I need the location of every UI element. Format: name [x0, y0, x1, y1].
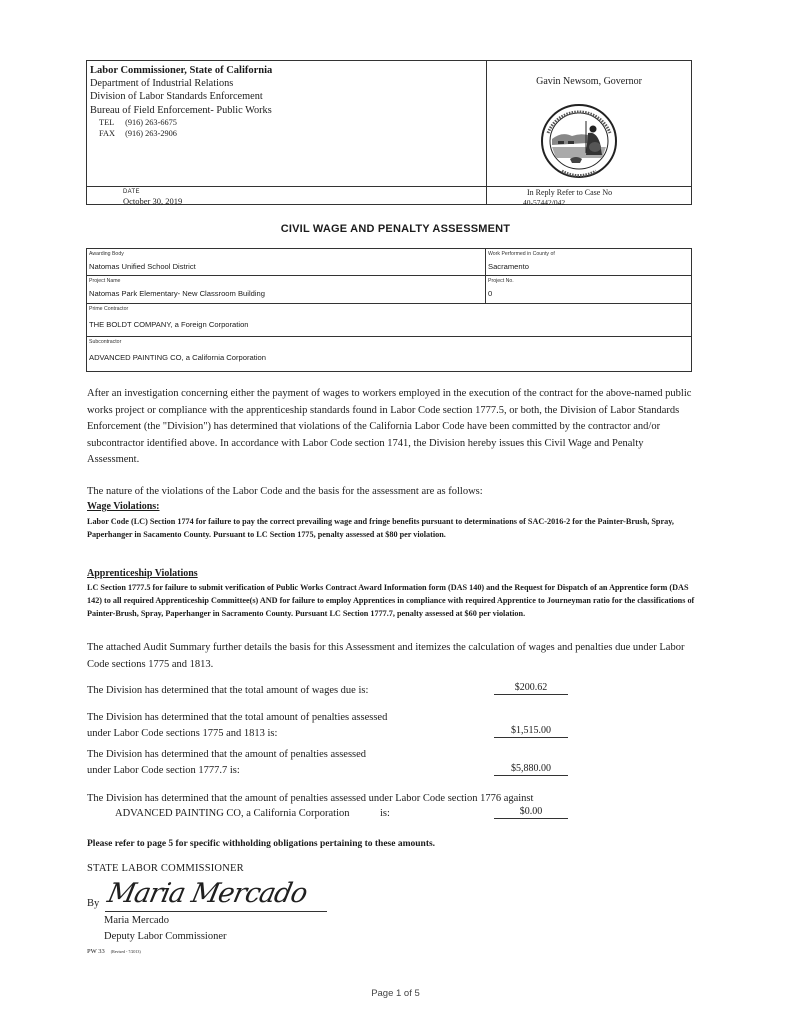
project-no-label: Project No. — [488, 278, 514, 284]
project-name-label: Project Name — [89, 278, 121, 284]
row-project — [87, 276, 691, 304]
subcontractor-value: ADVANCED PAINTING CO, a California Corporation — [89, 353, 266, 362]
signer-position: Deputy Labor Commissioner — [104, 931, 227, 942]
document-title: CIVIL WAGE AND PENALTY ASSESSMENT — [280, 223, 511, 235]
row-subcontractor — [87, 337, 691, 371]
signatory-title: STATE LABOR COMMISSIONER — [87, 863, 244, 874]
row-awarding-body — [87, 249, 691, 276]
agency-block — [87, 61, 487, 204]
penalties-1776-amount: $0.00 — [494, 806, 568, 819]
agency-fax: FAX (916) 263-2906 — [99, 129, 177, 139]
agency-tel: TEL (916) 263-6675 — [99, 117, 177, 127]
penalties-1776-party: ADVANCED PAINTING CO, a California Corporation — [115, 808, 350, 819]
penalties-1777-amount: $5,880.00 — [494, 763, 568, 776]
nature-paragraph: The nature of the violations of the Labor Code and the basis for the assessment are as follows: — [87, 486, 483, 497]
project-name-cell — [87, 276, 485, 303]
signature-line — [105, 911, 327, 912]
intro-paragraph: After an investigation concerning either the payment of wages to workers employed in the execution of the contract for the above-named public works project or compliance with the apprenticeship standards found in Labor Code section 1777.5, or both, the Division of Labor Standards Enforcement (the "Division") has determined that violations of the California Labor Code have been committed by the contractor and/or subcontractor identified above. In accordance with Labor Code section 1741, the Division hereby issues this Civil Wage and Penalty Assessment. — [87, 388, 692, 466]
agency-info — [90, 64, 272, 140]
county-value: Sacramento — [488, 262, 529, 271]
reply-label: In Reply Refer to Case No — [527, 188, 613, 197]
subcontractor-label: Subcontractor — [89, 339, 122, 345]
governor-name: Gavin Newsom, Governor — [536, 76, 642, 87]
wages-due-amount: $200.62 — [494, 682, 568, 695]
agency-line-2: Division of Labor Standards Enforcement — [90, 91, 263, 103]
agency-line-3: Bureau of Field Enforcement- Public Works — [90, 104, 272, 116]
wages-due-text: The Division has determined that the total amount of wages due is: — [87, 685, 369, 696]
awarding-body-value: Natomas Unified School District — [89, 262, 196, 271]
signer-name: Maria Mercado — [104, 915, 170, 926]
project-no-cell — [485, 276, 691, 303]
handwritten-signature: Maria Mercado — [104, 878, 310, 909]
signer-block — [104, 913, 226, 945]
prime-contractor-label: Prime Contractor — [89, 306, 129, 312]
project-name-value: Natomas Park Elementary- New Classroom Building — [89, 289, 265, 298]
county-cell — [485, 249, 691, 275]
project-no-value: 0 — [488, 289, 493, 298]
agency-title: Labor Commissioner, State of California — [90, 65, 273, 76]
penalties-1776-text: The Division has determined that the amount of penalties assessed under Labor Code section 1776 against — [87, 793, 534, 804]
agency-line-1: Department of Industrial Relations — [90, 78, 234, 90]
letterhead-box — [86, 60, 692, 205]
date-value: October 30, 2019 — [123, 196, 183, 206]
date-label: DATE — [123, 189, 140, 195]
row-prime-contractor — [87, 304, 691, 337]
awarding-body-cell — [87, 249, 485, 275]
penalties-1777-text: The Division has determined that the amount of penalties assessed under Labor Code section 1777.7 is: — [87, 749, 367, 776]
wage-violations-heading: Wage Violations: — [87, 501, 160, 512]
awarding-body-label: Awarding Body — [89, 251, 124, 257]
page-number: Page 1 of 5 — [371, 988, 420, 999]
header-divider — [87, 186, 691, 187]
county-label: Work Performed in County of — [488, 251, 555, 257]
wage-violations-text: Labor Code (LC) Section 1774 for failure to pay the correct prevailing wage and fringe benefits pursuant to determinations of SAC-2016-2 for the Painter-Brush, Spray, Paperhanger in Sacamento County. Pursuant to LC Section 1775, penalty assessed at $80 per violation. — [87, 517, 674, 540]
by-label: By — [87, 898, 100, 909]
penalties-1776-is: is: — [380, 808, 390, 819]
withholding-notice: Please refer to page 5 for specific withholding obligations pertaining to these amounts. — [87, 839, 436, 849]
assessment-info-table — [86, 248, 692, 372]
prime-contractor-value: THE BOLDT COMPANY, a Foreign Corporation — [89, 320, 249, 329]
audit-paragraph: The attached Audit Summary further details the basis for this Assessment and itemizes the calculation of wages and penalties due under Labor Code sections 1775 and 1813. — [87, 642, 685, 670]
apprenticeship-violations-text: LC Section 1777.5 for failure to submit verification of Public Works Contract Award Information form (DAS 140) and the Request for Dispatch of an Apprentice form (DAS 142) to all required Apprenticeship Committee(s) AND for failure to employ Apprentices in compliance with required Apprentice to Journeyman ratio for the classifications of Painter-Brush, Spray, Paperhanger in Sacramento County. Pursuant LC Section 1777.7, penalty assessed at $60 per violation. — [87, 583, 695, 619]
form-code: PW 33 (Revised - 7/2013) — [87, 948, 141, 955]
penalties-1775-amount: $1,515.00 — [494, 725, 568, 738]
apprenticeship-violations-heading: Apprenticeship Violations — [87, 568, 198, 579]
governor-block — [487, 61, 691, 207]
case-number: 40-57442/042 — [523, 198, 566, 207]
california-seal-icon — [540, 103, 618, 179]
penalties-1775-text: The Division has determined that the total amount of penalties assessed under Labor Code sections 1775 and 1813 is: — [87, 712, 388, 739]
